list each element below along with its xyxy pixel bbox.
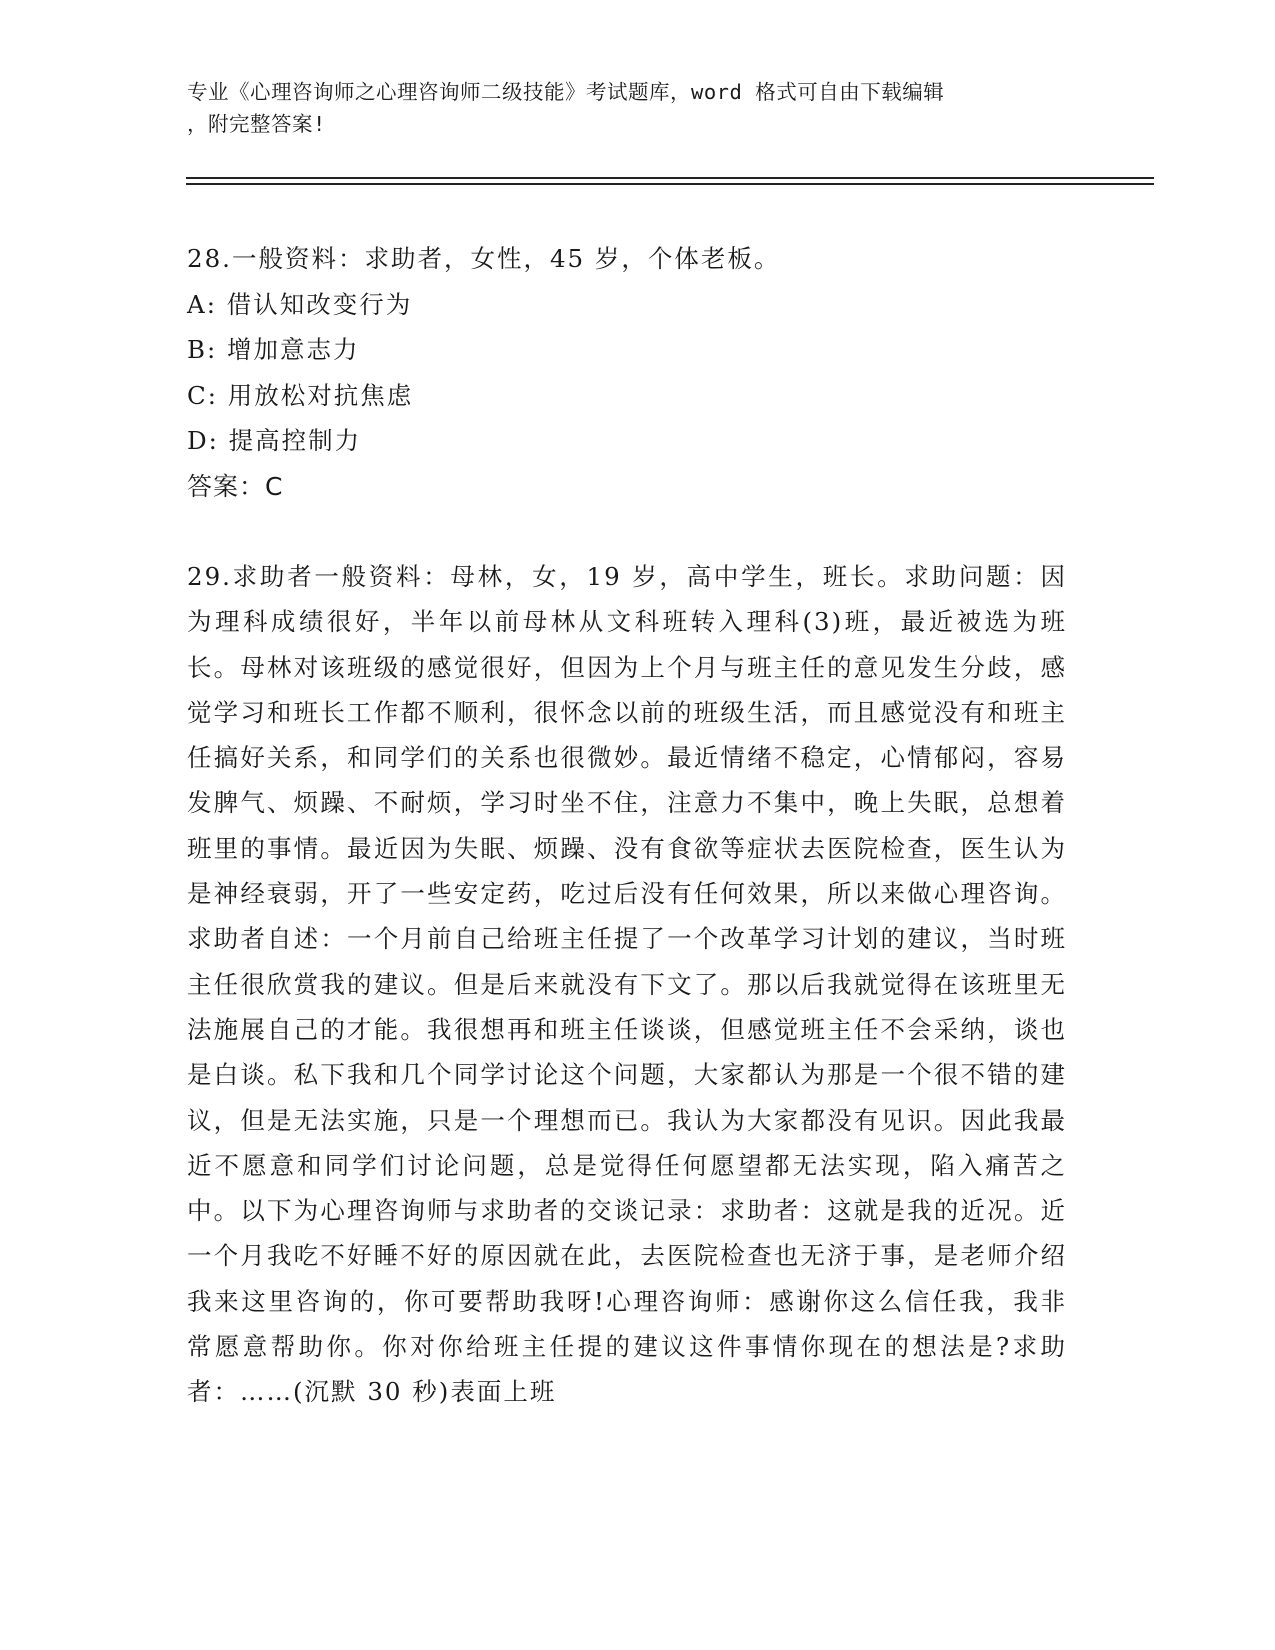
header-rule-bottom: [186, 183, 1154, 185]
question-stem: 28.一般资料：求助者，女性，45 岁，个体老板。: [187, 244, 781, 273]
question-29: 29.求助者一般资料：母林，女，19 岁，高中学生，班长。求助问题：因为理科成绩很好，半年以前母林从文科班转入理科(3)班，最近被选为班长。母林对该班级的感觉很好，但因为上个月与班主任的意见发生分歧，感觉学习和班长工作都不顺利，很怀念以前的班级生活，而且感觉没有和班主任搞好关系，和同学们的关系也很微妙。最近情绪不稳定，心情郁闷，容易发脾气、烦躁、不耐烦，学习时坐不住，注意力不集中，晚上失眠，总想着班里的事情。最近因为失眠、烦躁、没有食欲等症状去医院检查，医生认为是神经衰弱，开了一些安定药，吃过后没有任何效果，所以来做心理咨询。求助者自述：一个月前自己给班主任提了一个改革学习计划的建议，当时班主任很欣赏我的建议。但是后来就没有下文了。那以后我就觉得在该班里无法施展自己的才能。我很想再和班主任谈谈，但感觉班主任不会采纳，谈也是白谈。私下我和几个同学讨论这个问题，大家都认为那是一个很不错的建议，但是无法实施，只是一个理想而已。我认为大家都没有见识。因此我最近不愿意和同学们讨论问题，总是觉得任何愿望都无法实现，陷入痛苦之中。以下为心理咨询师与求助者的交谈记录：求助者：这就是我的近况。近一个月我吃不好睡不好的原因就在此，去医院检查也无济于事，是老师介绍我来这里咨询的，你可要帮助我呀!心理咨询师：感谢你这么信任我，我非常愿意帮助你。你对你给班主任提的建议这件事情你现在的想法是?求助者：……(沉默 30 秒)表面上班: [187, 562, 1067, 1407]
option-d: D: 提高控制力: [187, 426, 362, 455]
question-28: [187, 236, 1067, 509]
option-a: A: 借认知改变行为: [187, 289, 413, 319]
header-line-1: 专业《心理咨询师之心理咨询师二级技能》考试题库，word 格式可自由下载编辑: [187, 80, 945, 104]
page-header: [187, 76, 1067, 140]
header-rule-top: [186, 177, 1154, 179]
answer: 答案：C: [187, 471, 284, 501]
header-line-2: ，附完整答案!: [187, 112, 326, 136]
option-b: B: 增加意志力: [187, 335, 360, 364]
option-c: C: 用放松对抗焦虑: [187, 380, 414, 410]
